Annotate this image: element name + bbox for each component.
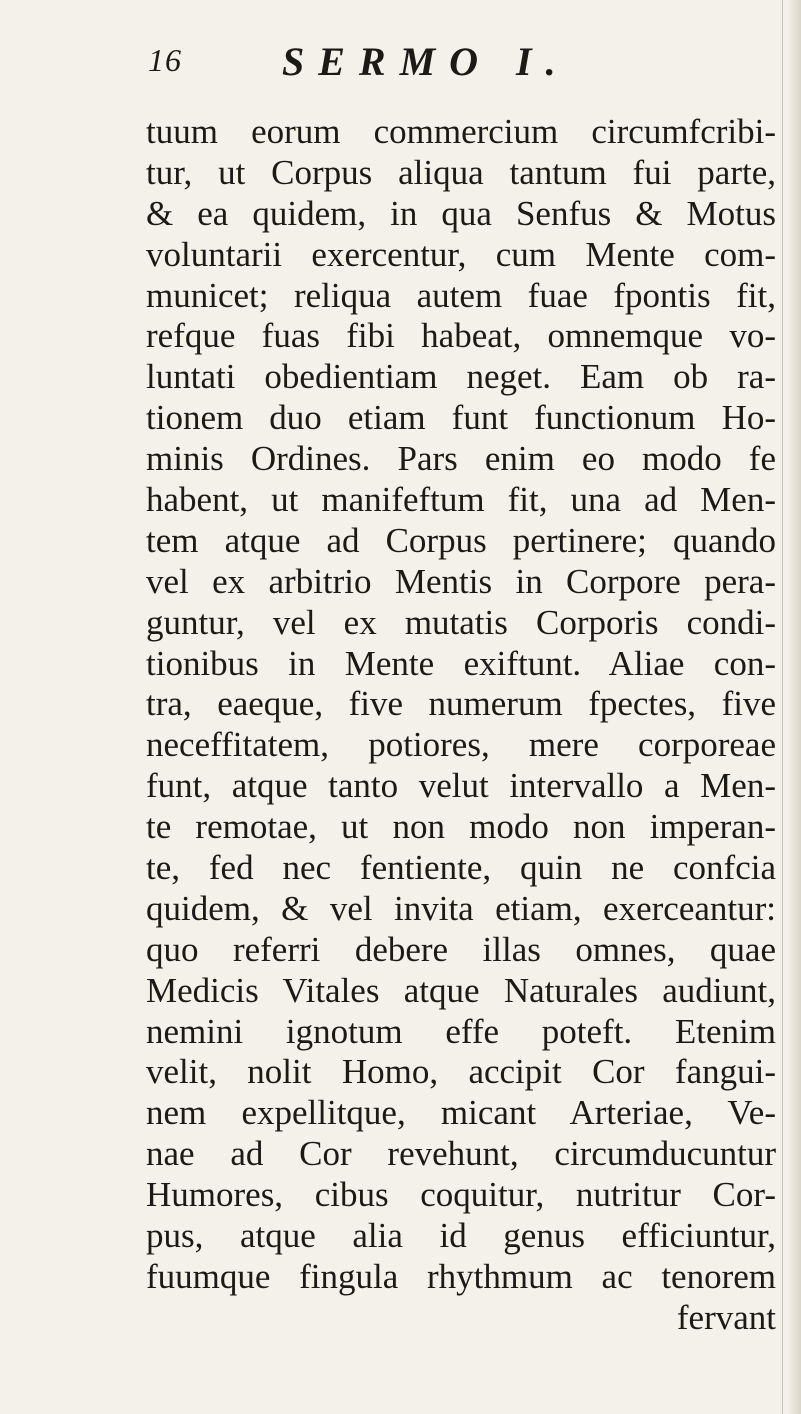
- text-line: tionibus in Mente exiftunt. Aliae con-: [146, 643, 776, 683]
- text-line: te remotae, ut non modo non imperan-: [146, 807, 776, 847]
- text-line: refque fuas fibi habeat, omnemque vo-: [146, 316, 776, 356]
- text-line: pus, atque alia id genus efficiuntur,: [146, 1216, 776, 1256]
- running-head: SERMO I.: [282, 39, 570, 84]
- text-line: tuum eorum commercium circumfcribi-: [146, 112, 776, 151]
- text-line: voluntarii exercentur, cum Mente com-: [146, 234, 776, 274]
- text-line: nae ad Cor revehunt, circumducuntur: [146, 1134, 776, 1174]
- text-line-last: fervant: [676, 1297, 776, 1337]
- text-line: nemini ignotum effe poteft. Etenim: [146, 1011, 776, 1051]
- text-line: habent, ut manifeftum fit, una ad Men-: [146, 480, 776, 520]
- text-line: nem expellitque, micant Arteriae, Ve-: [146, 1093, 776, 1133]
- text-line: neceffitatem, potiores, mere corporeae: [146, 725, 776, 765]
- text-line: velit, nolit Homo, accipit Cor fangui-: [146, 1052, 776, 1092]
- text-line: tur, ut Corpus aliqua tantum fui parte,: [146, 152, 776, 192]
- body-text: [146, 112, 776, 1339]
- text-line: tra, eaeque, five numerum fpectes, five: [146, 684, 776, 724]
- text-line: quidem, & vel invita etiam, exerceantur:: [146, 888, 776, 928]
- binding-edge: [787, 0, 801, 1414]
- text-line: minis Ordines. Pars enim eo modo fe: [146, 439, 776, 479]
- text-line: tionem duo etiam funt functionum Ho-: [146, 398, 776, 438]
- binding-shadow-line: [782, 0, 783, 1414]
- text-line: municet; reliqua autem fuae fpontis fit,: [146, 275, 776, 315]
- text-line: Medicis Vitales atque Naturales audiunt,: [146, 970, 776, 1010]
- text-line: te, fed nec fentiente, quin ne confcia: [146, 848, 776, 888]
- text-line: fuumque fingula rhythmum ac tenorem: [146, 1256, 776, 1296]
- text-line: Humores, cibus coquitur, nutritur Cor-: [146, 1175, 776, 1215]
- text-line: & ea quidem, in qua Senfus & Motus: [146, 193, 776, 233]
- text-line: quo referri debere illas omnes, quae: [146, 929, 776, 969]
- page-number: 16: [148, 42, 182, 78]
- text-line: luntati obedientiam neget. Eam ob ra-: [146, 357, 776, 397]
- text-line: tem atque ad Corpus pertinere; quando: [146, 520, 776, 560]
- text-line: guntur, vel ex mutatis Corporis condi-: [146, 602, 776, 642]
- text-line: vel ex arbitrio Mentis in Corpore pera-: [146, 561, 776, 601]
- page-header: [0, 39, 801, 92]
- text-line: funt, atque tanto velut intervallo a Men-: [146, 766, 776, 806]
